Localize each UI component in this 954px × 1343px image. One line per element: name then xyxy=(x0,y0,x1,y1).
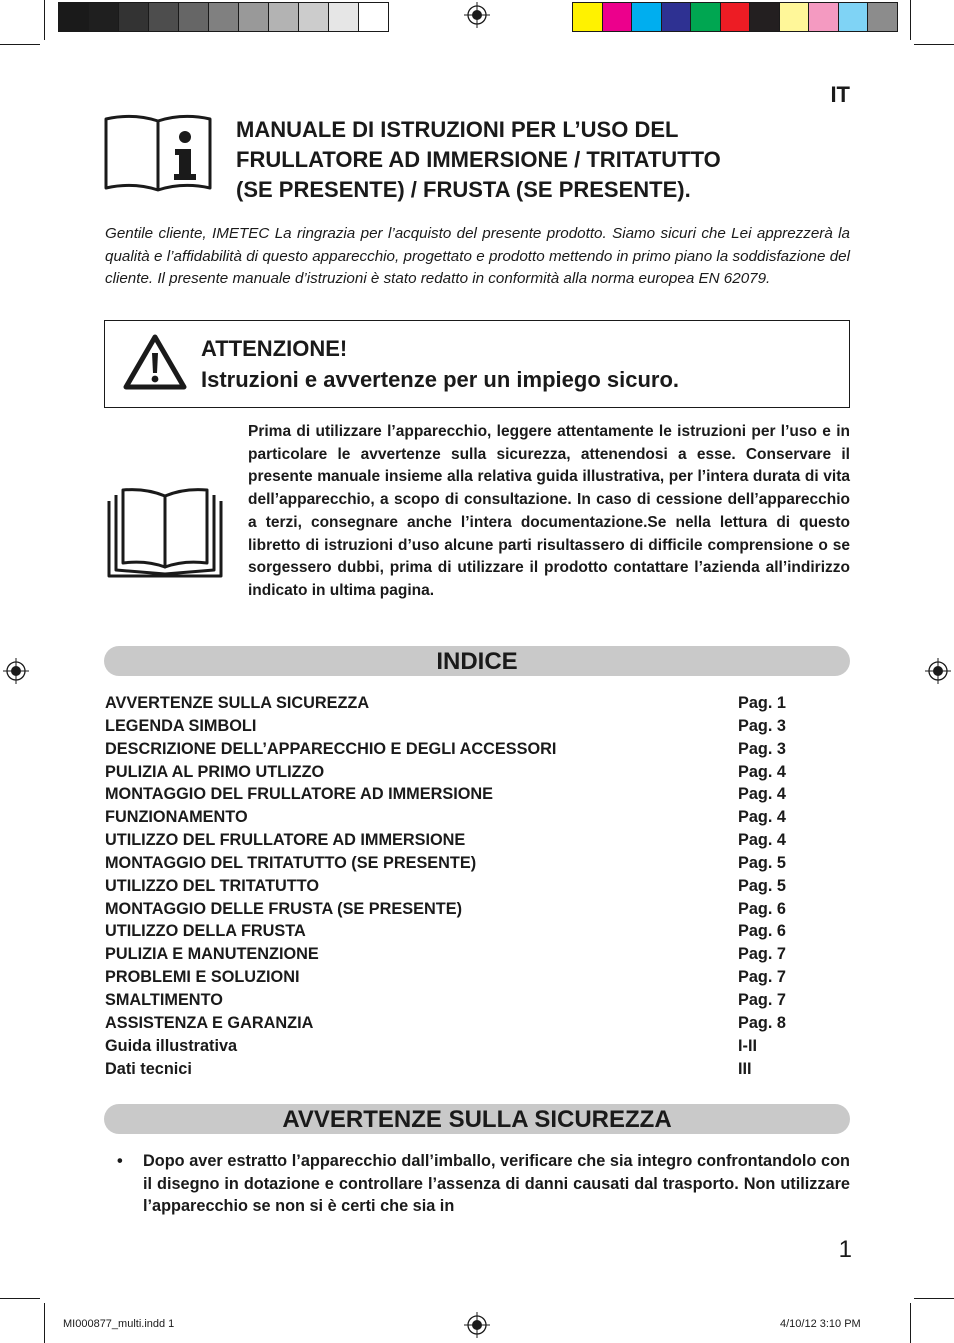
color-swatch xyxy=(750,3,780,31)
color-swatch xyxy=(632,3,662,31)
toc-entry xyxy=(105,761,850,784)
crop-mark xyxy=(44,1303,45,1343)
language-code: IT xyxy=(830,82,850,107)
toc-entry-page: Pag. 5 xyxy=(738,876,786,895)
toc-entry xyxy=(105,920,850,943)
toc-entry-title: FUNZIONAMENTO xyxy=(105,808,248,827)
warning-text xyxy=(201,333,679,395)
toc-entry-title: PROBLEMI E SOLUZIONI xyxy=(105,968,300,987)
toc-entry xyxy=(105,783,850,806)
color-swatch xyxy=(809,3,839,31)
registration-mark-icon xyxy=(464,1312,490,1338)
gray-swatch xyxy=(359,3,388,31)
color-swatch xyxy=(780,3,810,31)
process-color-bar xyxy=(572,2,898,32)
registration-mark-icon xyxy=(925,658,951,684)
table-of-contents xyxy=(105,692,850,1080)
toc-entry-title: UTILIZZO DEL TRITATUTTO xyxy=(105,876,320,895)
toc-entry xyxy=(105,829,850,852)
toc-entry-page: Pag. 4 xyxy=(738,762,786,781)
gray-swatch xyxy=(239,3,269,31)
toc-entry-page: Pag. 7 xyxy=(738,968,786,987)
toc-entry-title: AVVERTENZE SULLA SICUREZZA xyxy=(105,694,370,712)
toc-entry-title: Guida illustrativa xyxy=(105,1036,238,1055)
toc-entry-page: I-II xyxy=(738,1036,757,1055)
gray-scale-bar xyxy=(58,2,389,32)
title-line: MANUALE DI ISTRUZIONI PER L’USO DEL xyxy=(236,117,679,142)
toc-entry-page: Pag. 6 xyxy=(738,922,786,941)
toc-entry xyxy=(105,1035,850,1058)
registration-mark-icon xyxy=(464,2,490,28)
color-swatch xyxy=(868,3,897,31)
warning-subheading: Istruzioni e avvertenze per un impiego sicuro. xyxy=(201,367,680,392)
toc-entry-title: SMALTIMENTO xyxy=(105,990,223,1009)
toc-entry xyxy=(105,806,850,829)
gray-swatch xyxy=(149,3,179,31)
toc-entry xyxy=(105,715,850,738)
footer-date: 4/10/12 3:10 PM xyxy=(780,1318,861,1330)
toc-entry xyxy=(105,1058,850,1081)
warning-box xyxy=(104,320,850,408)
toc-entry xyxy=(105,943,850,966)
toc-entry-title: MONTAGGIO DELLE FRUSTA (SE PRESENTE) xyxy=(105,899,462,918)
toc-entry-title: UTILIZZO DELLA FRUSTA xyxy=(105,922,306,941)
gray-swatch xyxy=(329,3,359,31)
toc-entry-page: Pag. 1 xyxy=(738,694,786,712)
toc-entry-page: Pag. 4 xyxy=(738,808,786,827)
toc-entry-title: Dati tecnici xyxy=(105,1059,192,1078)
color-swatch xyxy=(603,3,633,31)
toc-entry-page: Pag. 7 xyxy=(738,990,786,1009)
toc-entry xyxy=(105,738,850,761)
toc-entry xyxy=(105,966,850,989)
warning-triangle-icon xyxy=(122,333,188,391)
toc-entry-title: MONTAGGIO DEL FRULLATORE AD IMMERSIONE xyxy=(105,785,494,804)
crop-mark xyxy=(914,44,954,45)
gray-swatch xyxy=(89,3,119,31)
color-swatch xyxy=(573,3,603,31)
gray-swatch xyxy=(299,3,329,31)
color-swatch xyxy=(721,3,751,31)
crop-mark xyxy=(910,1303,911,1343)
safety-item-text: Dopo aver estratto l’apparecchio dall’imballo, verificare che sia integro confrontandolo con il disegno in dotazione e controllare l’assenza di danni causati dal trasporto. Non utilizzare l’apparecchio se non si è certi che sia in xyxy=(143,1152,850,1216)
toc-entry xyxy=(105,1012,850,1035)
toc-entry-page: Pag. 4 xyxy=(738,785,786,804)
safety-heading: AVVERTENZE SULLA SICUREZZA xyxy=(104,1104,850,1134)
title-line: FRULLATORE AD IMMERSIONE / TRITATUTTO xyxy=(236,147,721,172)
toc-entry-page: Pag. 4 xyxy=(738,831,786,850)
toc-entry-page: Pag. 5 xyxy=(738,853,786,872)
read-instructions-notice: Prima di utilizzare l’apparecchio, leggere attentamente le istruzioni per l’uso e in particolare le avvertenze sulla sicurezza, attenendosi a esse. Conservare il presente manuale insieme alla relativa guida illustrativa, per l’intera durata di vita dell’apparecchio, a scopo di consultazione. In caso di cessione dell’apparecchio a terzi, consegnare anche l’intera documentazione.Se nella lettura di questo libretto di istruzioni d’uso alcune parti risultassero di difficile comprensione o se sorgessero dubbi, prima di utilizzare il prodotto contattare l’azienda all’indirizzo indicato in ultima pagina. xyxy=(248,423,850,599)
crop-mark xyxy=(0,1298,40,1299)
toc-entry-page: Pag. 6 xyxy=(738,899,786,918)
toc-entry-title: MONTAGGIO DEL TRITATUTTO (SE PRESENTE) xyxy=(105,853,477,872)
color-swatch xyxy=(839,3,869,31)
toc-entry-page: Pag. 8 xyxy=(738,1013,786,1032)
crop-mark xyxy=(910,0,911,40)
toc-entry xyxy=(105,898,850,921)
gray-swatch xyxy=(269,3,299,31)
title-line: (SE PRESENTE) / FRUSTA (SE PRESENTE). xyxy=(236,177,691,202)
toc-entry-title: LEGENDA SIMBOLI xyxy=(105,716,257,735)
registration-mark-icon xyxy=(3,658,29,684)
toc-entry-page: Pag. 3 xyxy=(738,739,786,758)
open-book-icon xyxy=(106,487,224,579)
toc-entry xyxy=(105,692,850,715)
page-number: 1 xyxy=(838,1236,852,1263)
toc-entry-title: UTILIZZO DEL FRULLATORE AD IMMERSIONE xyxy=(105,831,466,850)
toc-entry xyxy=(105,989,850,1012)
gray-swatch xyxy=(59,3,89,31)
toc-entry xyxy=(105,875,850,898)
gray-swatch xyxy=(119,3,149,31)
toc-entry-title: DESCRIZIONE DELL’APPARECCHIO E DEGLI ACCESSORI xyxy=(105,739,557,758)
footer-file-name: MI000877_multi.indd 1 xyxy=(63,1318,175,1330)
color-swatch xyxy=(691,3,721,31)
bullet-point: • xyxy=(117,1152,123,1170)
intro-paragraph: Gentile cliente, IMETEC La ringrazia per l’acquisto del presente prodotto. Siamo sicuri che Lei apprezzerà la qualità e l’affidabilità di questo apparecchio, progettato e prodotto mettendo in primo piano la soddisfazione del cliente. Il presente manuale d’istruzioni è stato redatto in conformità alla norma europea EN 62079. xyxy=(105,225,850,287)
manual-title xyxy=(236,115,836,205)
gray-swatch xyxy=(209,3,239,31)
toc-entry-title: ASSISTENZA E GARANZIA xyxy=(105,1013,314,1032)
toc-entry-page: III xyxy=(738,1059,752,1078)
toc-entry-title: PULIZIA AL PRIMO UTLIZZO xyxy=(105,762,325,781)
crop-mark xyxy=(0,44,40,45)
crop-mark xyxy=(44,0,45,40)
toc-entry-page: Pag. 7 xyxy=(738,945,786,964)
toc-entry-title: PULIZIA E MANUTENZIONE xyxy=(105,945,319,964)
warning-heading: ATTENZIONE! xyxy=(201,336,348,361)
toc-entry xyxy=(105,852,850,875)
info-book-icon xyxy=(103,112,213,194)
index-heading: INDICE xyxy=(104,646,850,676)
color-swatch xyxy=(662,3,692,31)
crop-mark xyxy=(914,1298,954,1299)
gray-swatch xyxy=(179,3,209,31)
toc-entry-page: Pag. 3 xyxy=(738,716,786,735)
